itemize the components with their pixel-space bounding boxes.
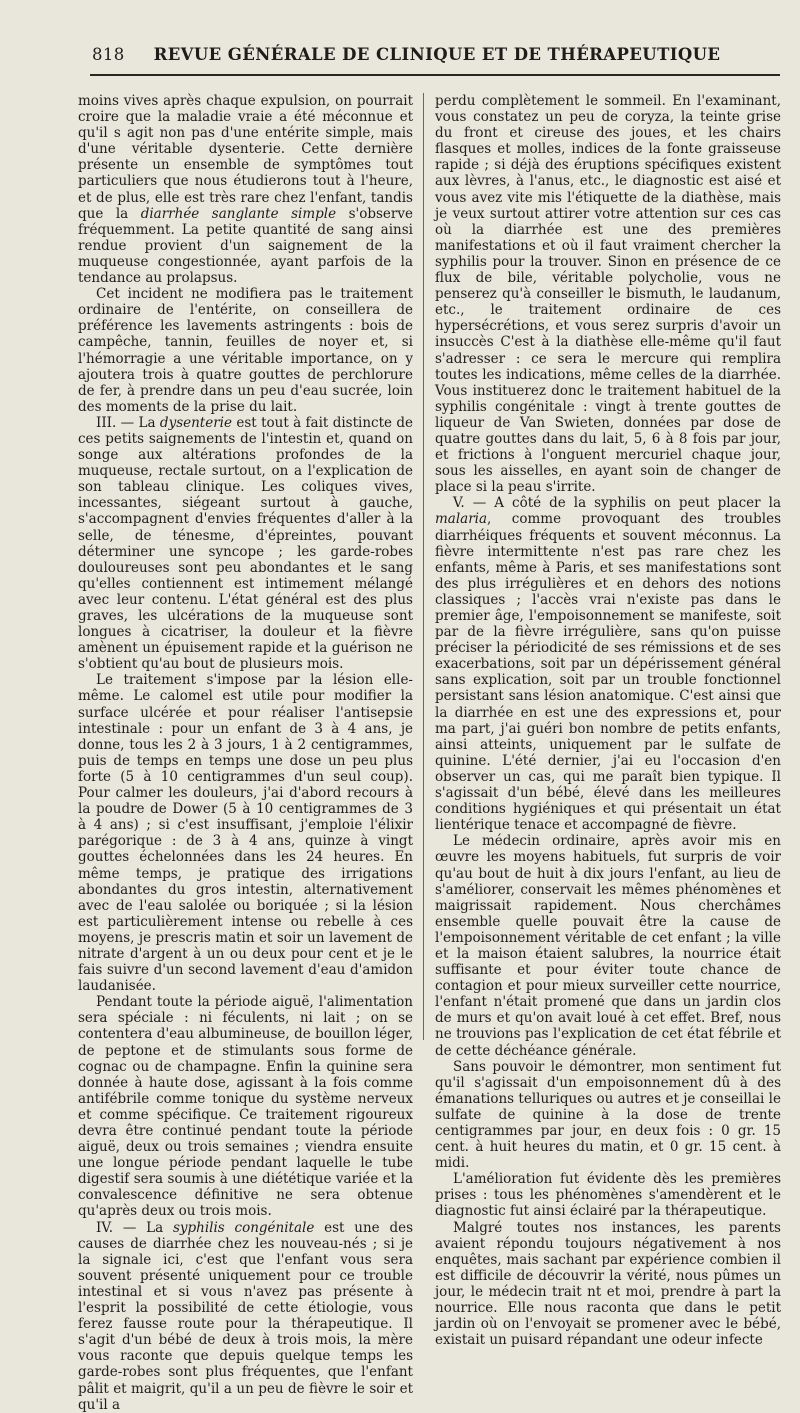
text-run: Sans pouvoir le démontrer, mon sentiment fut qu'il s'agissait d'un empoisonnement dû à des émanations telluriques ou autres et je conseillai le sulfate de quinine à la dose de trente centigrammes par jour, en deux fois : 0 gr. 15 cent. à huit heures du matin, et 0 gr. 15 cent. à midi. [435,1058,781,1172]
text-run: IV. — La [96,1219,173,1236]
text-run: V. — A côté de la syphilis on peut placer la [453,495,781,512]
paragraph [78,286,413,415]
italic-term: malaria [435,511,488,528]
paragraph [78,1220,413,1413]
paragraph [435,93,781,495]
left-column [78,93,414,1413]
text-run: moins vives après chaque expulsion, on pourrait croire que la maladie vraie a été méconnue et qu'il s agit non pas d'une entérite simple, mais d'une véritable dysenterie. Cette dernière présente un ensemble de symptômes tout particuliers que nous étudierons tout à l'heure, et de plus, elle est très rare chez l'enfant, tandis que la [78,93,413,222]
column-divider [423,93,424,1040]
paragraph [435,495,781,833]
text-run: Malgré toutes nos instances, les parents avaient répondu toujours négativement à nos enquêtes, mais sachant par expérience combien il est difficile de découvrir la vérité, nous pûmes un jour, le médecin trait nt et moi, prendre à part la nourrice. Elle nous raconta que dans le petit jardin où on l'envoyait se promener avec le bébé, existait un puisard répandant une odeur infecte [435,1219,781,1349]
text-run: L'amélioration fut évidente dès les premières prises : tous les phénomènes s'amendèrent et le diagnostic fut ainsi éclairé par la thérapeutique. [435,1171,781,1220]
paragraph [78,415,413,673]
text-run: , comme provoquant des troubles diarrhéiques fréquents et souvent méconnus. La fièvre intermittente n'est pas rare chez les enfants, même à Paris, et ses manifestations sont des plus irrégulières et en dehors des notions classiques ; l'accès vrai n'existe pas dans le premier âge, l'empoisonnement se manifeste, soit par de la fièvre irrégulière, sans qu'on puisse préciser la périodicité de ses rémissions et de ses exacerbations, soit par un dépérissement général sans explication, soit par un trouble fonctionnel persistant sans lésion anatomique. C'est ainsi que la diarrhée en est une des expressions et, pour ma part, j'ai guéri bon nombre de petits enfants, ainsi atteints, uniquement par le sulfate de quinine. L'été dernier, j'ai eu l'occasion d'en observer un cas, qui me paraît bien typique. Il s'agissait d'un bébé, élevé dans les meilleures conditions hygiéniques et qui présentait un état lientérique tenace et accompagné de fièvre. [435,511,781,834]
text-run: perdu complètement le sommeil. En l'examinant, vous constatez un peu de coryza, la teinte grise du front et cireuse des joues, et les chairs flasques et molles, indices de la fonte graisseuse rapide ; si déjà des éruptions spécifiques existent aux lèvres, à l'anus, etc., le diagnostic est aisé et vous avez vite mis l'étiquette de la diathèse, mais je veux surtout attirer votre attention sur ces cas où la diarrhée est une des premières manifestations et où il faut vraiment chercher la syphilis pour la trouver. Sinon en présence de ce flux de bile, véritable polycholie, vous ne penserez qu'à conseiller le bismuth, le laudanum, etc., le traitement ordinaire de ces hypersécrétions, et vous serez surpris d'avoir un insuccès C'est à la diathèse elle-même qu'il faut s'adresser : ce sera le mercure qui remplira toutes les indications, même celles de la diarrhée. Vous instituerez donc le traitement habituel de la syphilis congénitale : vingt à trente gouttes de liqueur de Van Swieten, données par dose de quatre gouttes dans du lait, 5, 6 à 8 fois par jour, et frictions à l'onguent mercuriel chaque jour, sous les aisselles, en ayant soin de changer de place si la peau s'irrite. [435,93,781,496]
paragraph [435,1220,781,1349]
header-rule [90,74,780,76]
text-run: Le médecin ordinaire, après avoir mis en œuvre les moyens habituels, fut surpris de voir qu'au bout de huit à dix jours l'enfant, au lieu de s'améliorer, conservait les mêmes phénomènes et maigrissait rapidement. Nous cherchâmes ensemble quelle pouvait être la cause de l'empoisonnement véritable de cet enfant ; la ville et la maison étaient salubres, la nourrice était suffisante et pour éviter toute chance de contagion et pour mieux surveiller cette nourrice, l'enfant n'était promené que dans un jardin clos de murs et qu'on avait loué à cet effet. Bref, nous ne trouvions pas l'explication de cet état fébrile et de cette déchéance générale. [435,833,781,1059]
text-run: Le traitement s'impose par la lésion elle-même. Le calomel est utile pour modifier la surface ulcérée et pour réaliser l'antisepsie intestinale : pour un enfant de 3 à 4 ans, je donne, tous les 2 à 3 jours, 1 à 2 centigrammes, puis de temps en temps une dose un peu plus forte (5 à 10 centigrammes d'un seul coup). Pour calmer les douleurs, j'ai d'abord recours à la poudre de Dower (5 à 10 centigrammes de 3 à 4 ans) ; si c'est insuffisant, j'emploie l'élixir parégorique : de 3 à 4 ans, quinze à vingt gouttes échelonnées dans les 24 heures. En même temps, je pratique des irrigations abondantes du gros intestin, alternativement avec de l'eau salolée ou boriquée ; si la lésion est particulièrement intense ou rebelle à ces moyens, je prescris matin et soir un lavement de nitrate d'argent à un ou deux pour cent et je le fais suivre d'un second lavement d'eau d'amidon laudanisée. [78,672,413,995]
paragraph [435,1059,781,1172]
text-run: est tout à fait distincte de ces petits saignements de l'intestin et, quand on songe aux altérations profondes de la muqueuse, rectale surtout, on a l'explication de son tableau clinique. Les coliques vives, incessantes, siégeant surtout à gauche, s'accompagnent d'envies fréquentes d'aller à la selle, de ténesme, d'épreintes, pouvant déterminer une syncope ; les garde-robes douloureuses sont peu abondantes et le sang qu'elles contiennent est intimement mélangé avec leur contenu. L'état général est des plus graves, les ulcérations de la muqueuse sont longues à cicatriser, la douleur et la fièvre amènent un épuisement rapide et la guérison ne s'obtient qu'au bout de plusieurs mois. [78,414,413,673]
paragraph [78,672,413,994]
text-run: Pendant toute la période aiguë, l'alimentation sera spéciale : ni féculents, ni lait ; on se contentera d'eau albumineuse, de bouillon léger, de peptone et de stimulants sous forme de cognac ou de champagne. Enfin la quinine sera donnée à haute dose, agissant à la fois comme antifébrile comme tonique du système nerveux et comme spécifique. Ce traitement rigoureux devra être continué pendant toute la période aiguë, deux ou trois semaines ; viendra ensuite une longue période pendant laquelle le tube digestif sera soumis à une diététique variée et la convalescence définitive ne sera obtenue qu'après deux ou trois mois. [78,994,413,1220]
paragraph [78,93,413,286]
text-run: s'observe fréquemment. La petite quantité de sang ainsi rendue provient d'un saignement de la muqueuse congestionnée, ayant parfois de la tendance au prolapsus. [78,205,413,287]
italic-term: dysenterie [159,414,232,431]
text-run: est une des causes de diarrhée chez les nouveau-nés ; si je la signale ici, c'est que l'enfant vous sera souvent présenté uniquement pour ce trouble intestinal et si vous n'avez pas présente à l'esprit la possibilité de cette étiologie, vous ferez fausse route pour la thérapeutique. Il s'agit d'un bébé de deux à trois mois, la mère vous raconte que depuis quelque temps les garde-robes sont plus fréquentes, que l'enfant pâlit et maigrit, qu'il a un peu de fièvre le soir et qu'il a [78,1219,414,1413]
running-title: REVUE GÉNÉRALE DE CLINIQUE ET DE THÉRAPEUTIQUE [153,45,721,64]
paragraph [435,1171,781,1219]
text-run: III. — La [96,414,160,431]
italic-term: syphilis congénitale [172,1219,315,1236]
paragraph [435,833,781,1058]
italic-term: diarrhée sanglante simple [140,205,337,222]
paragraph [78,994,413,1219]
page-number: 818 [92,45,125,64]
right-column [435,93,781,1349]
page-header [92,42,782,68]
text-run: Cet incident ne modifiera pas le traitement ordinaire de l'entérite, on conseillera de préférence les lavements astringents : bois de campêche, tannin, feuilles de noyer et, si l'hémorragie a une véritable importance, on y ajoutera trois à quatre gouttes de perchlorure de fer, à prendre dans un peu d'eau sucrée, loin des moments de la prise du lait. [78,286,413,415]
